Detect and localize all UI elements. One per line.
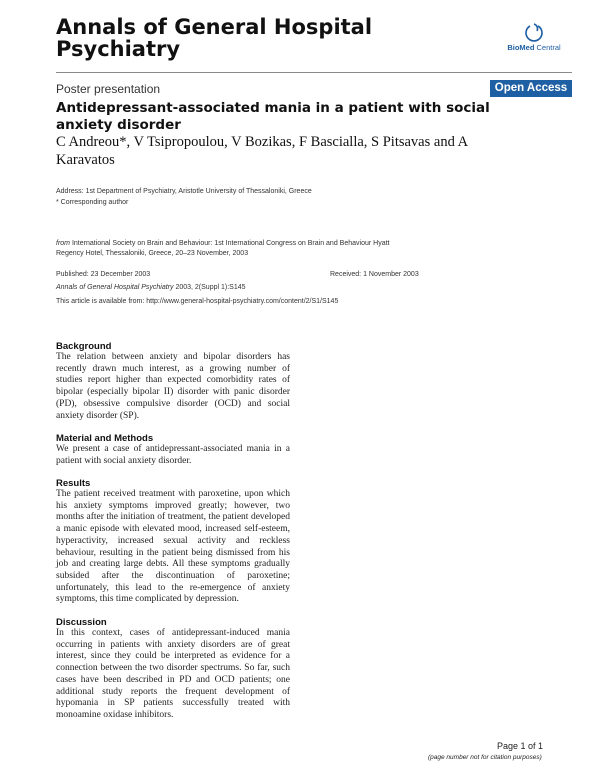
- section-results: [56, 478, 290, 606]
- received-date: Received: 1 November 2003: [330, 271, 419, 278]
- section-heading: Material and Methods: [56, 433, 154, 444]
- publisher-name-bold: BioMed: [507, 43, 535, 52]
- section-heading: Discussion: [56, 617, 107, 628]
- citation: [56, 283, 246, 293]
- from-prefix: from: [56, 240, 70, 247]
- section-text: The relation between anxiety and bipolar disorders has recently drawn much interest, as a growing number of studies report higher than expected comorbidity rates of bipolar (especially bipolar II) disorder with panic disorder (PD), obsessive compulsive disorder (OCD) and social anxiety disorder (SP).: [56, 352, 290, 421]
- article-title: Antidepressant-associated mania in a patient with social anxiety disorder: [56, 100, 490, 133]
- page-number: Page 1 of 1: [497, 741, 544, 751]
- section-text: The patient received treatment with paroxetine, upon which his anxiety symptoms improved greatly; however, two months after the initiation of treatment, the patient developed a manic episode with elevated mood, increased self-esteem, hyperactivity, increased sexual activity and reckless behaviour, resulting in the patient being dismissed from his job and creating large debts. All these symptoms gradually subsided after the discontinuation of paroxetine; unfortunately, this lead to the re-emergence of anxiety symptoms, this time complicated by depression.: [56, 489, 290, 605]
- section-heading: Results: [56, 478, 91, 489]
- biomed-central-logo-icon: [496, 22, 572, 42]
- conference-source: [56, 239, 396, 259]
- published-date: Published: 23 December 2003: [56, 271, 151, 278]
- publisher-logo: [496, 22, 572, 56]
- publisher-name: [496, 43, 572, 52]
- section-heading: Background: [56, 341, 112, 352]
- section-text: We present a case of antidepressant-associated mania in a patient with social anxiety disorder.: [56, 444, 290, 466]
- corresponding-author-note: * Corresponding author: [56, 199, 129, 206]
- citation-volume: 2003, 2(Suppl 1):S145: [173, 284, 246, 291]
- section-methods: [56, 433, 290, 467]
- conference-text: International Society on Brain and Behaviour: 1st International Congress on Brain and Behaviour Hyatt Regency Hotel, Thessaloniki, Greece, 20–23 November, 2003: [56, 240, 390, 257]
- open-access-badge: Open Access: [490, 80, 572, 97]
- section-type: Poster presentation: [56, 82, 161, 96]
- citation-journal: Annals of General Hospital Psychiatry: [56, 284, 174, 291]
- publisher-name-regular: Central: [534, 43, 561, 52]
- section-background: [56, 341, 290, 422]
- section-text: In this context, cases of antidepressant-induced mania occurring in patients with anxiety disorders are of great interest, since they could be interpreted as evidence for a connection between the two disorder spectrums. So far, such cases have been described in PD and OCD patients; one additional study reports the frequent development of hypomania in SP patients successfully treated with monoamine oxidase inhibitors.: [56, 628, 290, 720]
- author-address: Address: 1st Department of Psychiatry, Aristotle University of Thessaloniki, Greece: [56, 188, 312, 195]
- header-divider: [56, 72, 572, 73]
- journal-title: Annals of General Hospital Psychiatry: [56, 15, 373, 61]
- page-number-note: (page number not for citation purposes): [428, 754, 542, 761]
- author-list: C Andreou*, V Tsipropoulou, V Bozikas, F Bascialla, S Pitsavas and A Karavatos: [56, 134, 468, 168]
- article-url[interactable]: This article is available from: http://www.general-hospital-psychiatry.com/content/2/S1/S145: [56, 298, 339, 305]
- section-discussion: [56, 617, 290, 722]
